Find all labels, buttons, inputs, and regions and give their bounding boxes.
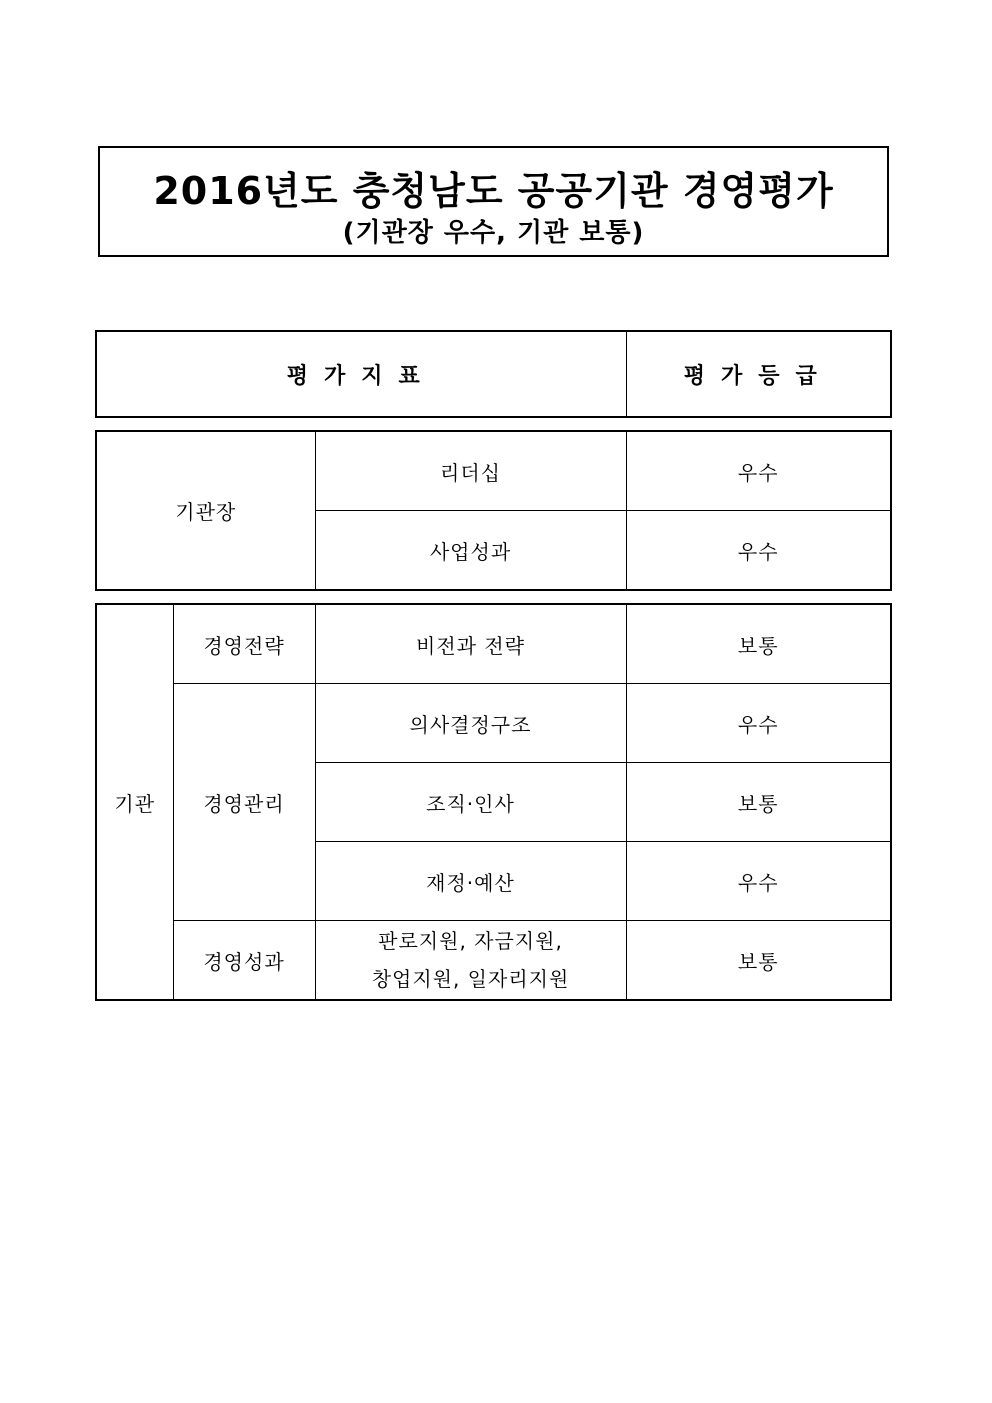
grade-cell: 보통 xyxy=(626,763,891,842)
indicator-line: 판로지원, 자금지원, xyxy=(378,929,563,953)
header-indicator: 평가지표 xyxy=(96,331,626,417)
indicator-cell: 비전과 전략 xyxy=(315,604,626,684)
grade-cell: 우수 xyxy=(626,842,891,921)
indicator-cell xyxy=(315,921,626,1001)
header-grade: 평가등급 xyxy=(626,331,891,417)
grade-cell: 보통 xyxy=(626,921,891,1001)
table-row xyxy=(96,684,891,763)
org-evaluation-table xyxy=(95,603,892,1001)
indicator-line: 창업지원, 일자리지원 xyxy=(371,967,570,991)
category-cell: 경영관리 xyxy=(173,684,315,921)
group-label-head: 기관장 xyxy=(96,431,315,590)
indicator-cell: 사업성과 xyxy=(315,511,626,591)
indicator-cell: 의사결정구조 xyxy=(315,684,626,763)
evaluation-header-table xyxy=(95,330,892,418)
indicator-cell: 조직·인사 xyxy=(315,763,626,842)
grade-cell: 우수 xyxy=(626,431,891,511)
table-row xyxy=(96,604,891,684)
indicator-cell: 리더십 xyxy=(315,431,626,511)
grade-cell: 보통 xyxy=(626,604,891,684)
head-evaluation-table xyxy=(95,430,892,591)
category-cell: 경영성과 xyxy=(173,921,315,1001)
group-label-org: 기관 xyxy=(96,604,173,1000)
table-row xyxy=(96,431,891,511)
table-row xyxy=(96,921,891,1001)
category-cell: 경영전략 xyxy=(173,604,315,684)
grade-cell: 우수 xyxy=(626,684,891,763)
title-box xyxy=(98,146,889,257)
indicator-cell: 재정·예산 xyxy=(315,842,626,921)
page-subtitle: (기관장 우수, 기관 보통) xyxy=(342,218,645,248)
page-title: 2016년도 충청남도 공공기관 경영평가 xyxy=(153,169,834,213)
grade-cell: 우수 xyxy=(626,511,891,591)
